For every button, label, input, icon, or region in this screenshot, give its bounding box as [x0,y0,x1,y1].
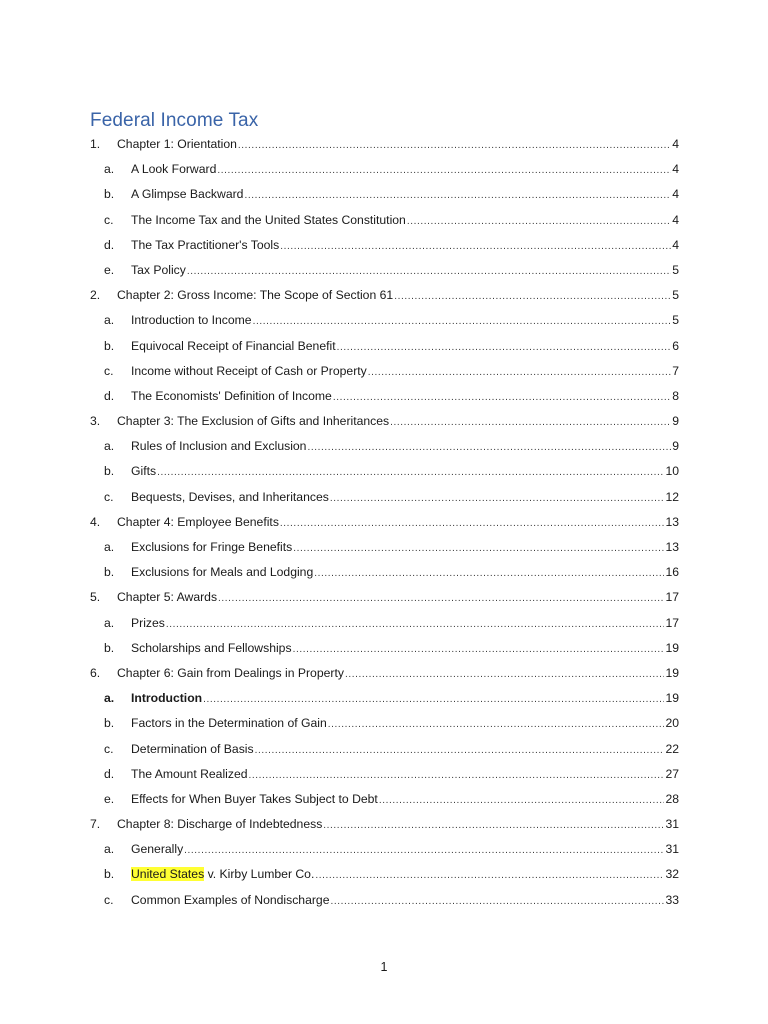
toc-entry-label: Exclusions for Meals and Lodging [131,565,314,580]
toc-entry-label: Factors in the Determination of Gain [131,716,327,731]
toc-dot-leader [337,338,672,358]
toc-entry-number: a. [104,162,115,177]
toc-entry-page-number: 4 [672,212,679,227]
toc-chapter-entry[interactable] [90,134,679,159]
toc-entry-page-number: 19 [665,640,679,655]
toc-dot-leader [280,237,671,257]
toc-chapter-entry[interactable] [90,814,679,839]
toc-entry-number: d. [104,237,115,252]
toc-section-entry[interactable] [90,336,679,361]
toc-section-entry[interactable] [90,739,679,764]
toc-entry-number: c. [104,741,114,756]
toc-entry-page-number: 20 [665,716,679,731]
toc-section-entry[interactable] [90,260,679,285]
toc-entry-label: The Economists' Definition of Income [131,388,332,403]
toc-entry-number: 7. [90,817,101,832]
toc-entry-label: Chapter 3: The Exclusion of Gifts and Inheritances [117,414,390,429]
toc-section-entry[interactable] [90,537,679,562]
toc-dot-leader [330,892,664,912]
toc-entry-number: a. [104,842,115,857]
toc-entry-number: b. [104,640,115,655]
toc-section-entry[interactable] [90,688,679,713]
toc-entry-label: Income without Receipt of Cash or Property [131,363,367,378]
toc-entry-label: Exclusions for Fringe Benefits [131,540,293,554]
toc-section-entry[interactable] [90,562,679,587]
toc-entry-number: b. [104,187,115,202]
toc-entry-label: Chapter 6: Gain from Dealings in Property [117,665,344,680]
toc-entry-number: b. [104,565,115,580]
toc-entry-label: Equivocal Receipt of Financial Benefit [131,338,336,353]
toc-entry-page-number: 13 [665,514,679,529]
toc-dot-leader [293,539,664,559]
toc-entry-label: The Amount Realized [131,766,248,781]
toc-entry-number: b. [104,464,115,479]
toc-section-entry[interactable] [90,361,679,386]
toc-dot-leader [314,564,664,584]
toc-entry-page-number: 5 [672,313,679,328]
toc-entry-number: 4. [90,514,101,529]
toc-entry-number: e. [104,262,115,277]
toc-entry-page-number: 28 [665,791,679,806]
toc-dot-leader [255,741,665,761]
toc-section-entry[interactable] [90,764,679,789]
toc-entry-page-number: 16 [665,565,679,580]
toc-entry-label: Tax Policy [131,262,186,277]
toc-dot-leader [390,413,671,433]
toc-section-entry[interactable] [90,839,679,864]
toc-dot-leader [187,262,671,282]
toc-entry-number: b. [104,867,115,882]
document-title: Federal Income Tax [90,110,259,131]
toc-entry-label: A Glimpse Backward [131,187,244,202]
toc-dot-leader [315,866,664,886]
highlighted-text: United States [131,867,205,882]
toc-entry-number: b. [104,716,115,731]
toc-section-entry[interactable] [90,436,679,461]
toc-entry-number: a. [104,313,115,328]
toc-entry-page-number: 9 [672,439,679,454]
toc-section-entry[interactable] [90,210,679,235]
toc-entry-label: Rules of Inclusion and Exclusion [131,439,307,454]
toc-entry-label: Chapter 8: Discharge of Indebtedness [117,817,323,832]
toc-chapter-entry[interactable] [90,285,679,310]
toc-dot-leader [184,841,664,861]
toc-entry-label: Chapter 2: Gross Income: The Scope of Section 61 [117,288,394,303]
toc-section-entry[interactable] [90,310,679,335]
toc-dot-leader [244,186,671,206]
toc-section-entry[interactable] [90,789,679,814]
toc-section-entry[interactable] [90,487,679,512]
toc-dot-leader [293,640,665,660]
toc-section-entry[interactable] [90,184,679,209]
toc-section-entry[interactable] [90,461,679,486]
toc-entry-page-number: 33 [665,892,679,907]
toc-entry-number: a. [104,540,115,554]
toc-entry-label: The Tax Practitioner's Tools [131,237,280,252]
toc-entry-page-number: 5 [672,262,679,277]
toc-dot-leader [328,715,665,735]
toc-section-entry[interactable] [90,890,679,915]
toc-chapter-entry[interactable] [90,512,679,537]
toc-entry-label: Effects for When Buyer Takes Subject to Debt [131,791,378,806]
toc-entry-number: e. [104,791,115,806]
toc-entry-page-number: 32 [665,867,679,882]
toc-dot-leader [323,816,664,836]
toc-entry-label: Gifts [131,464,157,479]
toc-entry-number: a. [104,615,115,630]
toc-entry-page-number: 22 [665,741,679,756]
toc-entry-page-number: 7 [672,363,679,378]
toc-chapter-entry[interactable] [90,587,679,612]
toc-dot-leader [249,766,665,786]
toc-entry-label: The Income Tax and the United States Constitution [131,212,406,227]
toc-entry-number: 2. [90,288,101,303]
toc-entry-number: 1. [90,137,101,151]
toc-entry-page-number: 4 [672,137,679,151]
toc-entry-number: b. [104,338,115,353]
toc-entry-number: c. [104,489,114,504]
toc-entry-page-number: 17 [665,590,679,605]
toc-entry-number: 6. [90,665,101,680]
toc-entry-label-text: v. Kirby Lumber Co. [207,867,315,882]
toc-entry-label: Generally [131,842,184,857]
toc-entry-label: A Look Forward [131,162,217,177]
toc-dot-leader [407,212,671,232]
toc-entry-number: c. [104,212,114,227]
toc-entry-page-number: 4 [672,237,679,252]
toc-dot-leader [368,363,671,383]
toc-dot-leader [379,791,665,811]
toc-entry-page-number: 13 [665,540,679,554]
toc-dot-leader [253,312,672,332]
toc-dot-leader [218,589,664,609]
toc-dot-leader [333,388,671,408]
toc-section-entry[interactable] [90,159,679,184]
toc-dot-leader [203,690,664,710]
toc-entry-label: Prizes [131,615,165,630]
toc-chapter-entry[interactable] [90,411,679,436]
toc-entry-page-number: 31 [665,817,679,832]
toc-entry-number: a. [104,439,115,454]
toc-entry-page-number: 8 [672,388,679,403]
toc-entry-label: Chapter 5: Awards [117,590,218,605]
toc-entry-page-number: 6 [672,338,679,353]
toc-entry-label: Introduction to Income [131,313,252,328]
toc-section-entry[interactable] [90,638,679,663]
toc-section-entry[interactable] [90,713,679,738]
toc-dot-leader [166,615,665,635]
toc-entry-label [131,864,314,884]
toc-entry-number: 5. [90,590,101,605]
toc-dot-leader [217,161,671,181]
toc-chapter-entry[interactable] [90,663,679,688]
toc-entry-label: Scholarships and Fellowships [131,640,292,655]
toc-dot-leader [330,489,665,509]
toc-section-entry[interactable] [90,864,679,889]
toc-entry-label: Bequests, Devises, and Inheritances [131,489,329,504]
toc-entry-page-number: 9 [672,414,679,429]
page-number: 1 [380,960,388,974]
toc-dot-leader [157,463,664,483]
toc-entry-page-number: 31 [665,842,679,857]
toc-dot-leader [345,665,665,685]
toc-entry-label: Chapter 4: Employee Benefits [117,514,279,529]
table-of-contents [90,134,679,915]
toc-dot-leader [307,438,671,458]
toc-entry-label: Chapter 1: Orientation [117,137,237,151]
toc-entry-number: a. [104,691,115,706]
toc-entry-page-number: 10 [665,464,679,479]
toc-entry-number: 3. [90,414,101,429]
toc-entry-page-number: 4 [672,187,679,202]
toc-dot-leader [394,287,671,307]
toc-entry-page-number: 4 [672,162,679,177]
toc-entry-page-number: 12 [665,489,679,504]
toc-entry-page-number: 17 [665,615,679,630]
toc-entry-number: c. [104,363,114,378]
toc-entry-page-number: 19 [665,691,679,706]
toc-entry-page-number: 5 [672,288,679,303]
toc-section-entry[interactable] [90,386,679,411]
toc-entry-number: d. [104,766,115,781]
toc-entry-number: d. [104,388,115,403]
toc-entry-label: Common Examples of Nondischarge [131,892,330,907]
toc-section-entry[interactable] [90,613,679,638]
toc-dot-leader [280,514,665,534]
toc-entry-page-number: 27 [665,766,679,781]
toc-entry-number: c. [104,892,114,907]
toc-entry-page-number: 19 [665,665,679,680]
toc-entry-label: Determination of Basis [131,741,254,756]
toc-entry-label: Introduction [131,691,203,706]
toc-section-entry[interactable] [90,235,679,260]
toc-dot-leader [238,136,671,156]
